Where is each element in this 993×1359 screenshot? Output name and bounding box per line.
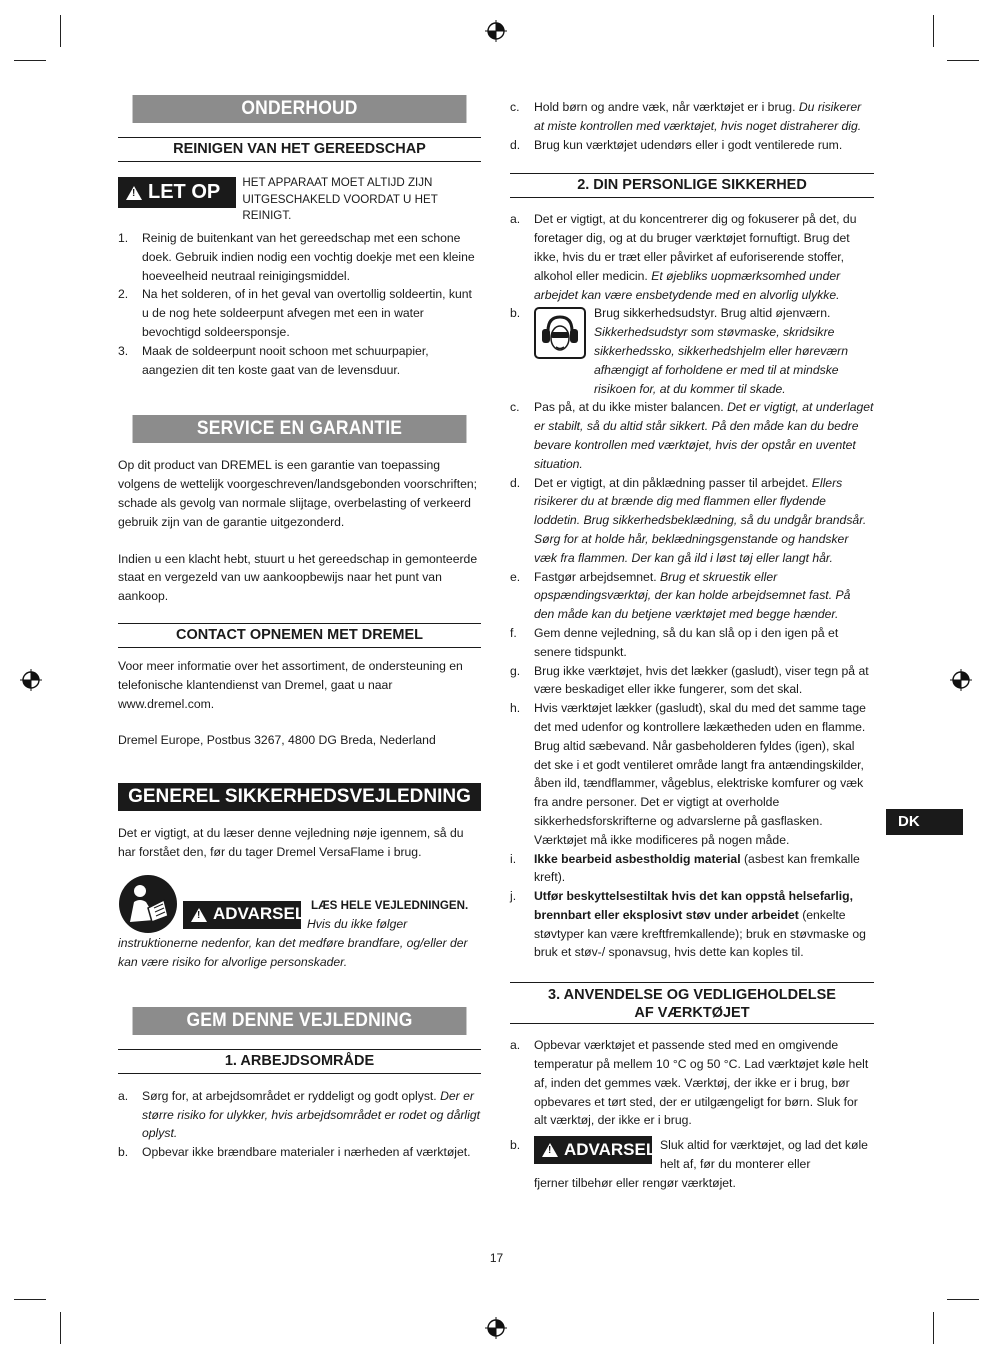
subsection-title-personlige: 2. DIN PERSONLIGE SIKKERHED (510, 173, 874, 198)
registration-mark-icon (485, 1317, 507, 1339)
workarea-list (118, 1087, 481, 1162)
list-item: d. Brug kun værktøjet udendørs eller i godt ventilerede rum. (510, 137, 843, 152)
list-item: b. ! ADVARSEL Sluk altid for værktøjet, og lad det køle helt af, før du monterer eller fjerner tilbehør eller rengør værktøjet. (510, 1136, 874, 1192)
advarsel-label: ADVARSEL (213, 904, 306, 924)
language-tab: DK (886, 809, 963, 835)
personal-safety-list (510, 210, 874, 962)
list-item: f. Gem denne vejledning, så du kan slå op i den igen på et senere tidspunkt. (510, 625, 839, 659)
let-op-badge (118, 177, 236, 208)
usage-b-text-1: Sluk altid for værktøjet, og lad det køle helt af, før du monterer eller (660, 1138, 868, 1172)
registration-mark-icon (20, 669, 42, 691)
list-item: a. Sørg for, at arbejdsområdet er ryddeligt og godt oplyst. Der er større risiko for ulykker, hvis arbejdsområdet er rodet og dårligt oplyst. (118, 1088, 480, 1141)
right-column (510, 98, 874, 1193)
section-title-onderhoud: ONDERHOUD (133, 95, 467, 123)
list-item: 1. Reinig de buitenkant van het gereedschap met een schone doek. Gebruik indien nodig een vochtig doekje met een kleine hoeveelheid neutraal reinigingsmiddel. (118, 231, 475, 283)
subsection-title-arbejdsomrade: 1. ARBEJDSOMRÅDE (118, 1049, 481, 1074)
usage-list (510, 1036, 874, 1192)
list-item: 2. Na het solderen, of in het geval van overtollig soldeertin, kunt u de nog hete soldeerpunt afvegen met een in water bevochtigd soldeersponsje. (118, 287, 472, 339)
list-item: c. Hold børn og andre væk, når værktøjet er i brug. Du risikerer at miste kontrollen med værktøjet, hvis noget distraherer dig. (510, 100, 862, 133)
service-paragraph-1: Op dit product van DREMEL is een garantie van toepassing volgens de wettelijk voorgeschreven/landsgebonden voorschriften; schade als gevolg van normale slijtage, overbelasting of verkeerd gebruik zijn van de garantie uitgezonderd. (118, 458, 478, 529)
list-item: g. Brug ikke værktøjet, hvis det lækker (gasludt), viser tegn på at være beskadiget eller ikke fungerer, som det skal. (510, 663, 869, 697)
list-item: 3. Maak de soldeerpunt nooit schoon met schuurpapier, aangezien dit ten koste gaat van de levensduur. (118, 343, 429, 377)
crop-mark (60, 15, 61, 47)
crop-mark (14, 60, 46, 61)
list-item: a. Opbevar værktøjet et passende sted med en omgivende temperatur på mellem 10 °C og 50 °C. Lad værktøjet køle helt af, inden det gemmes væk. Værktøj, der ikke er i brug, bør opbevares et tørt sted, der er utilgængeligt for børn. Sluk for alt værktøj, der ikke er i brug. (510, 1038, 869, 1128)
generel-paragraph: Det er vigtigt, at du læser denne vejledning nøje igennem, så du har forstået den, før du tager Dremel VersaFlame i brug. (118, 826, 464, 859)
section-title-service: SERVICE EN GARANTIE (133, 415, 467, 443)
anvendelse-title-line-2: AF VÆRKTØJET (634, 1005, 750, 1022)
section-title-gem: GEM DENNE VEJLEDNING (133, 1007, 467, 1035)
warning-triangle-icon (191, 908, 207, 922)
anvendelse-title-line-1: 3. ANVENDELSE OG VEDLIGEHOLDELSE (548, 987, 836, 1004)
registration-mark-icon (950, 669, 972, 691)
cleaning-steps (118, 229, 481, 379)
left-column (118, 95, 481, 1162)
advarsel-badge (534, 1136, 657, 1164)
service-paragraph-2: Indien u een klacht hebt, stuurt u het gereedschap in gemonteerde staat en vergezeld van uw aankoopbewijs naar het punt van aankoop. (118, 551, 478, 604)
advarsel-label: ADVARSEL (564, 1139, 657, 1159)
crop-mark (933, 15, 934, 47)
list-item: e. Fastgør arbejdsemnet. Brug et skruestik eller opspændingsværktøj, der kan holde arbejdsemnet fast. På den måde kan du betjene værktøjet med begge hænder. (510, 569, 851, 622)
list-item: b. Opbevar ikke brændbare materialer i nærheden af værktøjet. (118, 1145, 471, 1160)
advarsel-badge (183, 901, 306, 929)
list-item: i. Ikke bearbeid asbestholdig material (asbest kan fremkalle kreft). (510, 851, 860, 885)
crop-mark (947, 1299, 979, 1300)
crop-mark (947, 60, 979, 61)
subsection-title-contact: CONTACT OPNEMEN MET DREMEL (118, 623, 481, 648)
subsection-title-anvendelse (510, 982, 874, 1024)
let-op-notice (118, 175, 481, 222)
usage-b-text-2: fjerner tilbehør eller rengør værktøjet. (534, 1175, 736, 1190)
read-manual-warning (118, 874, 481, 974)
warning-triangle-icon (542, 1143, 558, 1157)
list-item: h. Hvis værktøjet lækker (gasludt), skal du med det samme tage det med udenfor og kontrollere lækætheden uden en flamme. Brug altid sæbevand. Når gasbeholderen fyldes (igen), skal det ske i et godt ventileret område langt fra antændingskilder, åben ild, tændflammer, vågeblus, elektriske komfurer og væk fra andre personer. Det er vigtigt at overholde sikkerhedsforskrifterne og advarslerne på gasflasken. Værktøjet må ikke modificeres på nogen måde. (510, 701, 866, 847)
let-op-text: HET APPARAAT MOET ALTIJD ZIJN UITGESCHAKELD VOORDAT U HET REINIGT. (242, 176, 438, 222)
list-item: j. Utfør beskyttelsestiltak hvis det kan oppstå helsefarlig, brennbart eller eksplosivt støv under arbeidet (enkelte støvtyper kan være kreftfremkallende); bruk en støvmaske og bruk et støv-/ sponavsug, hvis dette kan koples til. (510, 889, 866, 960)
crop-mark (933, 1312, 934, 1344)
read-manual-icon (118, 874, 178, 934)
list-item: a. Det er vigtigt, at du koncentrerer dig og fokuserer på det, du foretager dig, og at du bruger værktøjet fornuftigt. Brug det ikke, hvis du er træt eller påvirket af euforiserende stoffer, alkohol eller medicin. Et øjebliks uopmærksomhed under arbejdet kan være ensbetydende med en alvorlig ulykke. (510, 212, 857, 302)
warning-heading: LÆS HELE VEJLEDNINGEN. (311, 898, 469, 912)
contact-address: Dremel Europe, Postbus 3267, 4800 DG Breda, Nederland (118, 733, 436, 748)
warning-triangle-icon (126, 186, 142, 200)
warning-text-2: instruktionerne nedenfor, kan det medføre brandfare, og/eller der kan være risiko for alvorlige personskader. (118, 935, 468, 969)
page-number: 17 (489, 1251, 504, 1265)
subsection-title-reinigen: REINIGEN VAN HET GEREEDSCHAP (118, 137, 481, 162)
registration-mark-icon (485, 20, 507, 42)
list-item: c. Pas på, at du ikke mister balancen. Det er vigtigt, at underlaget er stabilt, så du altid står sikkert. På den måde kan du bedre bevare kontrollen med værktøjet, hvis der opstår en uventet situation. (510, 400, 874, 471)
eye-ear-protection-icon (534, 307, 586, 359)
contact-paragraph-1: Voor meer informatie over het assortiment, de ondersteuning en telefonische klantendienst van Dremel, gaat u naar www.dremel.com. (118, 658, 463, 711)
list-item: d. Det er vigtigt, at din påklædning passer til arbejdet. Ellers risikerer du at brænde dig med flammen eller flydende loddetin. Brug sikkerhedsbeklædning, så du undgår brandsår. Sørg for at holde hår, beklædningsgenstande og handsker væk fra flammen. Der kan gå ild i løst tøj eller langt hår. (510, 475, 867, 565)
workarea-list-continued (510, 98, 874, 154)
section-title-generel: GENEREL SIKKERHEDSVEJLEDNING (118, 783, 481, 811)
crop-mark (14, 1299, 46, 1300)
warning-text-1: Hvis du ikke følger (307, 916, 408, 931)
let-op-label: LET OP (148, 181, 221, 204)
crop-mark (60, 1312, 61, 1344)
list-item: b. Brug sikkerhedsudstyr. Brug altid øjenværn. Sikkerhedsudstyr som støvmaske, skridsikre sikkerhedssko, sikkerhedshjelm eller høreværn afhængigt af forholdene er med til at mindske risikoen for, at du kommer til skade. (510, 306, 848, 396)
